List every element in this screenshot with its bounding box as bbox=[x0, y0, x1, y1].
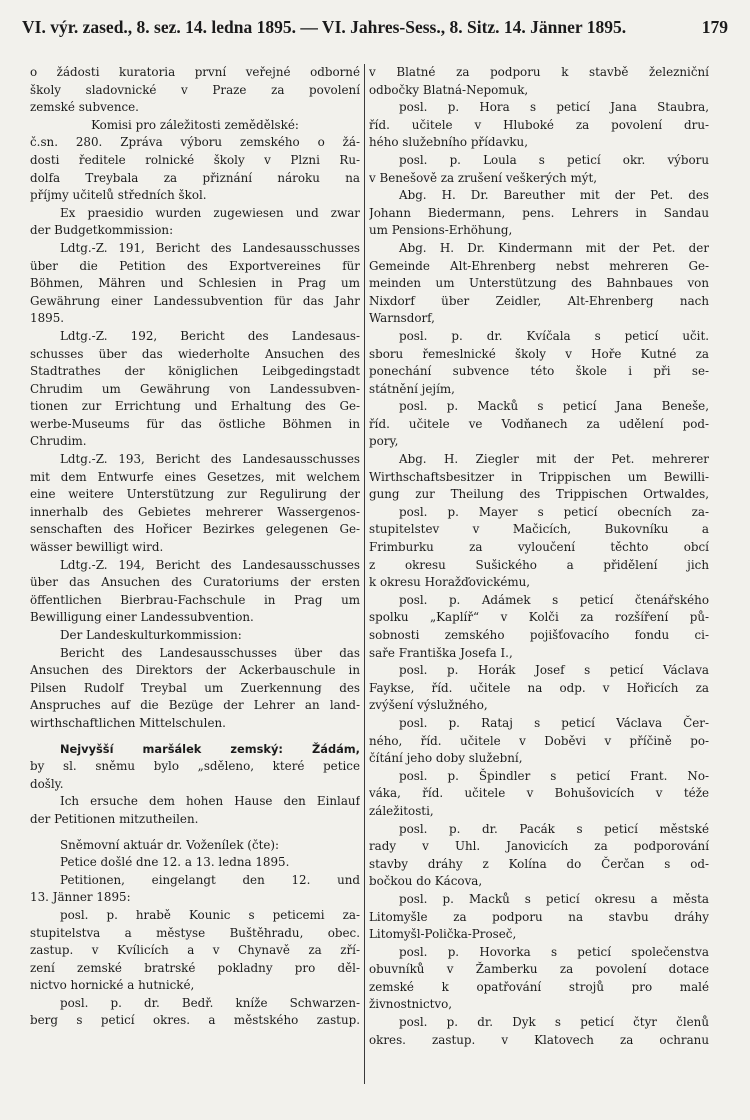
text-line: 13. Jänner 1895: bbox=[30, 890, 131, 905]
text-line: posl. p. Mayer s peticí obecních za- bbox=[399, 504, 709, 519]
text-line: hého služebního přídavku, bbox=[369, 135, 528, 150]
text-line: posl. p. dr. Kvíčala s peticí učit. bbox=[399, 328, 709, 343]
text-line: Petitionen, eingelangt den 12. und bbox=[60, 872, 360, 887]
paragraph-gap bbox=[30, 829, 360, 837]
text-line: Stadtrathes der königlichen Leibgedingstadt bbox=[30, 364, 360, 379]
text-line: senschaften des Hořicer Bezirkes gelegenen Ge- bbox=[30, 522, 360, 537]
text-line: pory, bbox=[369, 434, 399, 449]
text-line: Abg. H. Dr. Bareuther mit der Pet. des bbox=[399, 188, 709, 203]
text-line: Ldtg.-Z. 194, Bericht des Landesausschusses bbox=[60, 557, 360, 572]
text-line: um Pensions-Erhöhung, bbox=[369, 223, 513, 238]
text-line: Ldtg.-Z. 192, Bericht des Landesaus- bbox=[60, 328, 360, 343]
text-line: Ansuchen des Direktors der Ackerbauschule in bbox=[30, 663, 360, 678]
text-line: posl. p. dr. Pacák s peticí městské bbox=[399, 821, 709, 836]
text-line: Pilsen Rudolf Treybal um Zuerkennung des bbox=[30, 680, 360, 695]
text-line: č.sn. 280. Zpráva výboru zemského o žá- bbox=[30, 135, 360, 150]
text-line: záležitosti, bbox=[369, 803, 434, 818]
text-line: zení zemské bratrské pokladny pro děl- bbox=[30, 960, 360, 975]
text-line: saře Františka Josefa I., bbox=[369, 645, 513, 660]
text-line: dosti ředitele rolnické školy v Plzni Ru- bbox=[30, 152, 360, 167]
left-column bbox=[30, 64, 360, 1030]
text-line: stupitelstva a městyse Buštěhradu, obec. bbox=[30, 925, 360, 940]
text-line: zvýšení výslužného, bbox=[369, 698, 488, 713]
text-line: posl. p. hrabě Kounic s peticemi za- bbox=[60, 907, 360, 922]
text-line: über das Ansuchen des Curatoriums der ersten bbox=[30, 575, 360, 590]
text-line: der Budgetkommission: bbox=[30, 223, 174, 238]
text-line: říd. učitele v Hluboké za povolení dru- bbox=[369, 117, 709, 132]
text-line: posl. p. dr. Bedř. kníže Schwarzen- bbox=[60, 995, 360, 1010]
text-line: Abg. H. Ziegler mit der Pet. mehrerer bbox=[399, 452, 709, 467]
text-line: nictvo hornické a hutnické, bbox=[30, 978, 195, 993]
text-line: der Petitionen mitzutheilen. bbox=[30, 811, 199, 826]
text-line: zastup. v Kvílicích a v Chynavě za zří- bbox=[30, 943, 360, 958]
text-line: by sl. sněmu bylo „sděleno, které petice bbox=[30, 759, 360, 774]
text-line: tionen zur Errichtung und Erhaltung des Ge- bbox=[30, 399, 360, 414]
text-line: Chrudim. bbox=[30, 434, 87, 449]
text-line: spolku „Kaplíř“ v Kolči za rozšíření pů- bbox=[369, 610, 709, 625]
text-line: ného, říd. učitele v Doběvi v příčině po- bbox=[369, 733, 709, 748]
text-line: Warnsdorf, bbox=[369, 311, 435, 326]
text-line: odbočky Blatná-Nepomuk, bbox=[369, 82, 529, 97]
text-line: váka, říd. učitele v Bohušovicích v téže bbox=[369, 786, 709, 801]
text-line: stavby dráhy z Kolína do Čerčan s od- bbox=[369, 856, 709, 871]
text-line: schusses über das wiederholte Ansuchen des bbox=[30, 346, 360, 361]
text-line: öffentlichen Bierbrau-Fachschule in Prag um bbox=[30, 592, 360, 607]
text-line: Ich ersuche dem hohen Hause den Einlauf bbox=[60, 794, 360, 809]
text-line: berg s peticí okres. a městského zastup. bbox=[30, 1013, 360, 1028]
text-line: sboru řemeslnické školy v Hoře Kutné za bbox=[369, 346, 709, 361]
text-line: Frimburku za vyloučení těchto obcí bbox=[369, 540, 709, 555]
text-line: posl. p. Hora s peticí Jana Staubra, bbox=[399, 100, 709, 115]
paragraph-gap bbox=[30, 733, 360, 741]
text-line: dolfa Treybala za přiznání nároku na bbox=[30, 170, 360, 185]
text-line: Litomyšle za podporu na stavbu dráhy bbox=[369, 909, 709, 924]
text-line: příjmy učitelů středních škol. bbox=[30, 188, 207, 203]
text-line: bočkou do Kácova, bbox=[369, 874, 483, 889]
text-line: werbe-Museums für das östliche Böhmen in bbox=[30, 416, 360, 431]
text-line: wirthschaftlichen Mittelschulen. bbox=[30, 715, 226, 730]
text-line: Nejvyšší maršálek zemský: Žádám, bbox=[60, 741, 360, 756]
text-line: zemské k opatřování strojů pro malé bbox=[369, 979, 709, 994]
text-line: Anspruches auf die Bezüge der Lehrer an land- bbox=[30, 698, 360, 713]
text-line: čítání jeho doby služební, bbox=[369, 751, 523, 766]
text-line: Johann Biedermann, pens. Lehrers in Sandau bbox=[369, 205, 709, 220]
column-divider bbox=[364, 64, 365, 1084]
text-line: posl. p. Rataj s peticí Václava Čer- bbox=[399, 715, 709, 730]
text-line: posl. p. Loula s peticí okr. výboru bbox=[399, 152, 709, 167]
text-line: posl. p. Macků s peticí Jana Beneše, bbox=[399, 399, 709, 414]
text-line: posl. p. Macků s peticí okresu a města bbox=[399, 891, 709, 906]
text-line: Bewilligung einer Landessubvention. bbox=[30, 610, 254, 625]
text-line: školy sladovnické v Praze za povolení bbox=[30, 82, 360, 97]
text-line: über die Petition des Exportvereines für bbox=[30, 258, 360, 273]
text-line: posl. p. Špindler s peticí Frant. No- bbox=[399, 768, 709, 783]
text-line: Gewährung einer Landessubvention für das Jahr bbox=[30, 293, 360, 308]
text-line: Wirthschaftsbesitzer in Trippischen um Bewilli- bbox=[369, 469, 709, 484]
text-line: Sněmovní aktuár dr. Voženílek (čte): bbox=[60, 837, 280, 852]
text-line: rady v Uhl. Janovicích za podporování bbox=[369, 839, 709, 854]
text-line: posl. p. Horák Josef s peticí Václava bbox=[399, 663, 709, 678]
text-line: Gemeinde Alt-Ehrenberg nebst mehreren Ge- bbox=[369, 258, 709, 273]
text-line: innerhalb des Gebietes mehrerer Wassergenos- bbox=[30, 504, 360, 519]
text-line: Ex praesidio wurden zugewiesen und zwar bbox=[60, 205, 360, 220]
text-line: Abg. H. Dr. Kindermann mit der Pet. der bbox=[399, 240, 709, 255]
text-line: Chrudim um Gewährung von Landessubven- bbox=[30, 381, 360, 396]
text-line: v Blatné za podporu k stavbě železniční bbox=[369, 65, 709, 79]
text-line: posl. p. Hovorka s peticí společenstva bbox=[399, 944, 709, 959]
text-line: stupitelstev v Mačicích, Bukovníku a bbox=[369, 522, 709, 537]
text-line: eine weitere Unterstützung zur Regulirung der bbox=[30, 487, 360, 502]
text-line: došly. bbox=[30, 776, 64, 791]
text-line: sobnosti zemského pojišťovacího fondu ci- bbox=[369, 628, 709, 642]
text-line: živnostnictvo, bbox=[369, 997, 453, 1012]
text-line: okres. zastup. v Klatovech za ochranu bbox=[369, 1032, 709, 1047]
text-line: mit dem Entwurfe eines Gesetzes, mit welchem bbox=[30, 469, 360, 484]
text-line: Litomyšl-Polička-Proseč, bbox=[369, 927, 517, 942]
text-line: říd. učitele ve Vodňanech za udělení pod- bbox=[369, 416, 709, 431]
text-line: k okresu Horažďovickému, bbox=[369, 575, 531, 590]
text-line: Petice došlé dne 12. a 13. ledna 1895. bbox=[60, 855, 290, 870]
text-line: o žádosti kuratoria první veřejné odborné bbox=[30, 65, 360, 79]
text-line: Der Landeskulturkommission: bbox=[60, 628, 242, 642]
text-line: 1895. bbox=[30, 311, 65, 326]
text-line: v Benešově za zrušení veškerých mýt, bbox=[369, 170, 598, 185]
text-line: obuvníků v Žamberku za povolení dotace bbox=[369, 962, 709, 977]
right-column bbox=[369, 64, 709, 1049]
text-line: gung zur Theilung des Trippischen Ortwaldes, bbox=[369, 487, 709, 502]
text-line: Ldtg.-Z. 191, Bericht des Landesausschusses bbox=[60, 240, 360, 255]
text-line: Komisi pro záležitosti zemědělské: bbox=[91, 117, 299, 132]
text-line: posl. p. Adámek s peticí čtenářského bbox=[399, 592, 709, 607]
text-line: ponechání subvence této škole i při se- bbox=[369, 364, 709, 379]
text-line: z okresu Sušického a přidělení jich bbox=[369, 557, 709, 572]
text-line: Nixdorf über Zeidler, Alt-Ehrenberg nach bbox=[369, 293, 709, 308]
text-line: wässer bewilligt wird. bbox=[30, 540, 164, 555]
text-line: zemské subvence. bbox=[30, 100, 139, 115]
page-number: 179 bbox=[701, 17, 728, 37]
text-line: Bericht des Landesausschusses über das bbox=[60, 645, 360, 660]
text-line: Faykse, říd. učitele na odp. v Hořicích za bbox=[369, 680, 709, 695]
page-header bbox=[22, 17, 728, 41]
text-line: meinden um Unterstützung des Bahnbaues von bbox=[369, 276, 709, 291]
text-line: státnění jejím, bbox=[369, 381, 455, 396]
running-title: VI. výr. zased., 8. sez. 14. ledna 1895. — VI. Jahres-Sess., 8. Sitz. 14. Jänner 1895. bbox=[22, 17, 627, 37]
text-line: Böhmen, Mähren und Schlesien in Prag um bbox=[30, 276, 360, 291]
text-line: posl. p. dr. Dyk s peticí čtyr členů bbox=[399, 1015, 709, 1030]
text-line: Ldtg.-Z. 193, Bericht des Landesausschusses bbox=[60, 452, 360, 467]
